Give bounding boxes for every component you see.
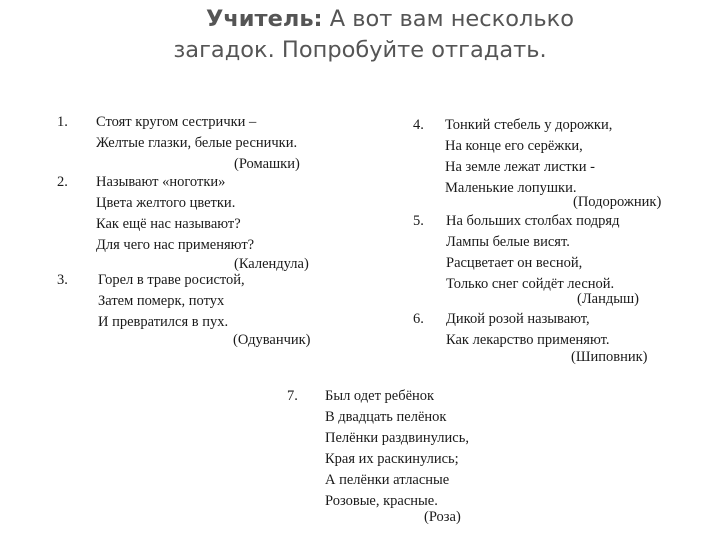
riddle-lines	[96, 112, 297, 154]
riddle-line: Как лекарство применяют.	[446, 332, 610, 348]
riddle-line: Дикой розой называют,	[446, 311, 590, 327]
riddle-line: Горел в траве росистой,	[98, 272, 245, 288]
riddle-line: Называют «ноготки»	[96, 174, 226, 190]
riddle-answer: (Роза)	[424, 509, 461, 525]
riddle-number: 2.	[57, 174, 68, 190]
riddle-answer: (Ландыш)	[577, 291, 639, 307]
riddle-lines	[98, 270, 245, 333]
riddle-line: Только снег сойдёт лесной.	[446, 276, 615, 292]
riddle-answer: (Подорожник)	[573, 194, 662, 210]
riddle-line: Пелёнки раздвинулись,	[325, 430, 469, 446]
riddle-answer: (Шиповник)	[571, 349, 648, 365]
title-line-1	[0, 4, 720, 35]
riddle-line: Цвета желтого цветки.	[96, 195, 236, 211]
riddle-answer: (Календула)	[234, 256, 309, 272]
riddle-answer: (Одуванчик)	[233, 332, 311, 348]
riddle-line: Тонкий стебель у дорожки,	[445, 117, 613, 133]
riddle-line: Для чего нас применяют?	[96, 237, 255, 253]
riddle-answer: (Ромашки)	[234, 156, 300, 172]
riddle-line: Расцветает он весной,	[446, 255, 583, 271]
riddle-3	[57, 270, 357, 356]
riddle-number: 1.	[57, 114, 68, 130]
page-title	[0, 4, 720, 66]
title-line-2: загадок. Попробуйте отгадать.	[173, 37, 547, 63]
riddle-line: Был одет ребёнок	[325, 388, 435, 404]
riddle-5	[413, 211, 713, 311]
riddle-line: Как ещё нас называют?	[96, 216, 241, 232]
riddle-line: В двадцать пелёнок	[325, 409, 447, 425]
riddle-7	[287, 386, 607, 536]
riddle-lines	[446, 211, 619, 295]
riddle-lines	[445, 115, 612, 199]
riddle-line: И превратился в пух.	[98, 314, 229, 330]
riddle-number: 3.	[57, 272, 68, 288]
riddle-2	[57, 172, 357, 277]
riddle-lines	[96, 172, 254, 256]
title-line-1-text: А вот вам несколько	[322, 6, 574, 32]
riddle-line: Розовые, красные.	[325, 493, 438, 509]
riddle-line: Стоят кругом сестрички –	[96, 114, 257, 130]
riddle-1	[57, 112, 357, 177]
riddle-line: Лампы белые висят.	[446, 234, 570, 250]
riddle-lines	[325, 386, 469, 512]
riddle-6	[413, 309, 713, 369]
riddle-line: На земле лежат листки -	[445, 159, 595, 175]
riddle-number: 4.	[413, 117, 424, 133]
speaker-label: Учитель:	[205, 6, 323, 32]
riddle-line: На больших столбах подряд	[446, 213, 620, 229]
riddle-line: Края их раскинулись;	[325, 451, 459, 467]
riddle-4	[413, 115, 713, 220]
riddle-line: А пелёнки атласные	[325, 472, 450, 488]
riddle-number: 7.	[287, 388, 298, 404]
riddle-line: Затем померк, потух	[98, 293, 225, 309]
riddle-number: 6.	[413, 311, 424, 327]
riddle-line: Желтые глазки, белые реснички.	[96, 135, 298, 151]
riddle-line: На конце его серёжки,	[445, 138, 583, 154]
riddle-line: Маленькие лопушки.	[445, 180, 577, 196]
riddle-lines	[446, 309, 610, 351]
riddle-number: 5.	[413, 213, 424, 229]
